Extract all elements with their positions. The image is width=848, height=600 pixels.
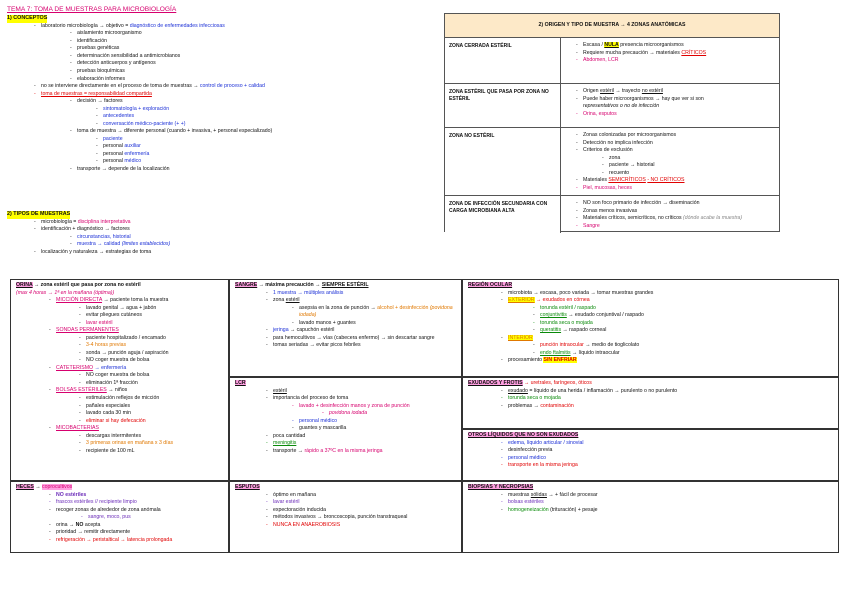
text-line: frascos estériles // recipiente limpio (56, 499, 137, 506)
text-line: orina → (56, 521, 75, 528)
text-line: guantes y mascarilla (299, 425, 347, 432)
text-line: no estéril (641, 88, 663, 94)
text-line: transporte → depende de la localización (77, 165, 170, 172)
text-line: homogeneización (508, 506, 549, 513)
text-line: acepta (84, 521, 101, 528)
subsection-label: MICOBACTERIAS (56, 425, 99, 432)
table-row: ZONA DE INFECCIÓN SECUNDARIA CON CARGA MICROBIANA ALTA - NO son foco primario de infección → diseminación - Zonas menos invasivas - Materiales críticos, semicríticos, no críticos (dónde acabe la muestra) - Sangre (445, 196, 779, 233)
text-line: recuento (609, 169, 630, 176)
highlight-text: disciplina interpretativa (77, 218, 131, 225)
text-line: Escasa / (583, 42, 603, 48)
text-line: estéril (273, 387, 287, 394)
text-line: → exudado conjuntival / raspado (568, 312, 644, 319)
text-line: transporte en la misma jeringa (508, 462, 578, 469)
box-heading: → máxima precaución → (258, 282, 321, 288)
highlight-text: médico (124, 158, 142, 165)
text-line: → niños (108, 387, 128, 394)
text-line: sólidas (530, 491, 547, 498)
text-line: descargas intermitentes (86, 432, 142, 439)
highlight-text: rápido a 37ºC en la misma jeringa (304, 447, 383, 454)
text-line: (trituración) + pesaje (550, 506, 598, 513)
text-line: laboratorio microbiología → objetivo = (41, 22, 129, 29)
text-line: sintomatología + exploración (103, 105, 170, 112)
text-line: eliminación 1ª fracción (86, 379, 138, 386)
text-line: lavar estéril (86, 319, 113, 326)
text-line: → líquido intraocular (572, 349, 620, 356)
text-line: personal (103, 150, 123, 157)
text-line: meningitis (273, 440, 297, 447)
text-line: paciente (103, 135, 123, 142)
text-line: lavado genital → agua + jabón (86, 304, 157, 311)
text-line: personal médico (299, 417, 338, 424)
text-line: → capuchón estéril (290, 327, 335, 334)
section-heading: 2) TIPOS DE MUESTRAS (7, 211, 71, 217)
text-line: Origen (583, 88, 599, 94)
subsection-label: INTERIOR (508, 334, 533, 341)
subsection-label: CATETERISMO (56, 364, 94, 371)
page-title: TEMA 7: TOMA DE MUESTRAS PARA MICROBIOLOGÍA (7, 6, 177, 13)
text-line: bolsas estériles (508, 499, 544, 506)
text-line: Materiales críticos, semicríticos, no críticos (583, 215, 682, 222)
text-line: estéril (285, 297, 300, 304)
highlight-text: diagnóstico de enfermedades infecciosas (129, 22, 225, 29)
note-text: (povidona iodada) (299, 304, 453, 319)
note-text: (limites establecidos) (121, 241, 171, 248)
text-line: torunda estéril / raspado (540, 304, 596, 311)
note-text: (dónde acabe la muestra) (683, 215, 743, 222)
text-line: para hemocultivos → vías (cabecera enfermo) → sin descartar sangre (273, 334, 435, 341)
row-heading: ZONA ESTÉRIL QUE PASA POR ZONA NO ESTÉRIL (445, 84, 561, 127)
zones-table (444, 13, 780, 232)
text-line: conversación médico-paciente (+ +) (103, 120, 186, 127)
text-line: paciente → historial (609, 162, 655, 169)
text-line: aislamiento microorganismo (77, 30, 142, 37)
text-line: toma de muestras = responsabilidad compartida (41, 90, 152, 97)
text-line: Zonas colonizadas por microorganismos (583, 132, 677, 138)
text-line: muestra → (77, 241, 103, 248)
text-line: muestras (508, 491, 530, 498)
box-heading: REGIÓN OCULAR (468, 282, 513, 288)
text-line: lavado cada 30 min (86, 410, 131, 417)
subsection-label: MICCIÓN DIRECTA (56, 297, 103, 304)
text-line: recipiente de 100 mL (86, 447, 135, 454)
highlight-text: SIN ENFRIAR (543, 357, 577, 364)
text-line: personal (103, 158, 123, 165)
text-line: torunda seca o mojada (508, 395, 561, 402)
text-line: NO coger muestra de bolsa (86, 372, 150, 379)
box-otros-liquidos: OTROS LÍQUIDOS QUE NO SON EXUDADOS - edema, líquido articular / sinovial - desinfección previa - personal médico - transporte en la misma jeringa (462, 429, 839, 481)
box-heading: HECES (16, 484, 34, 490)
table-row: ZONA CERRADA ESTÉRIL - Escasa / NULA presencia microorganismos - Requiere mucha precaución → materiales CRÍTICOS - Abdomen, LCR (445, 38, 779, 84)
text-line: lavado + desinfección manos y zona de punción (299, 402, 410, 409)
row-heading: ZONA CERRADA ESTÉRIL (445, 38, 561, 83)
text-line: poca cantidad (273, 432, 306, 439)
row-heading: ZONA NO ESTÉRIL (445, 128, 561, 195)
text-line: NUNCA EN ANAEROBIOSIS (273, 521, 341, 528)
text-line: personal médico (508, 454, 547, 461)
text-line: jeringa (273, 327, 289, 334)
row-heading: ZONA DE INFECCIÓN SECUNDARIA CON CARGA MICROBIANA ALTA (445, 196, 561, 233)
text-line: paciente hospitalizado / encamado (86, 334, 166, 341)
text-line: NO coger muestra de bolsa (86, 357, 150, 364)
highlight-text: alcohol + desinfección (377, 304, 429, 311)
text-line: localización y naturaleza → estrategias de toma (41, 248, 152, 255)
example-text: Piel, mucosas, heces (583, 184, 633, 191)
text-line: edema, líquido articular / sinovial (508, 439, 584, 446)
text-line: Materiales (583, 177, 607, 184)
highlight-text: NULA (604, 42, 619, 48)
text-line: recoger zonas de alrededor de zona anómala (56, 506, 161, 513)
box-heading: BIOPSIAS Y NECROPSIAS (468, 484, 534, 490)
text-line: Zonas menos invasivas (583, 207, 638, 214)
highlight-text: CRÍTICOS (681, 49, 707, 56)
text-line: → enfermería (94, 364, 127, 371)
example-text: Orina, esputos (583, 110, 617, 117)
text-line: identificación (77, 37, 107, 44)
text-line: → + fácil de procesar (548, 491, 598, 498)
table-row: ZONA ESTÉRIL QUE PASA POR ZONA NO ESTÉRIL - Origen estéril → trayecto no estéril - Puede haber microorganismos → hay que ver si son representativos o no de infección - Orina, esputos (445, 84, 779, 128)
example-text: Abdomen, LCR (583, 57, 619, 64)
highlight-text: auxiliar (124, 143, 141, 150)
highlight-text: SEMICRÍTICOS (608, 177, 646, 184)
text-line: queratitis (540, 327, 562, 334)
text-line: NO (75, 521, 84, 528)
text-line: eliminar si hay defecación (86, 417, 146, 424)
box-heading: LCR (235, 380, 246, 386)
box-orina: ORINA → zona estéril que pasa por zona no estéril (max 4 horas → 1ª en la mañana (óptima)) - MICCIÓN DIRECTA → paciente toma la muestra - lavado genital → agua + jabón - evitar pliegues cutáneos - lavar estéril - SONDAS PERMANENTES - paciente hospitalizado / encamado - 3-4 horas previas - sonda → punción aguja / aspiración - NO coger muestra de bolsa - CATETERISMO → enfermería - NO coger muestra de bolsa - eliminación 1ª fracción - BOLSAS ESTÉRILES → niños - estimulación reflejos de micción - pañales especiales - lavado cada 30 min - eliminar si hay defecación - MICOBACTERIAS - descargas intermitentes - 3 primeras orinas en mañana x 3 días - recipiente de 100 mL (10, 279, 229, 481)
text-line: personal (103, 143, 123, 150)
subsection-label: SONDAS PERMANENTES (56, 327, 119, 334)
text-line: pañales especiales (86, 402, 131, 409)
text-line: microbiota → escasa, poco variada → tomar muestras grandes (508, 289, 654, 296)
text-line: problemas → (508, 402, 539, 409)
text-line: conjuntivitis (540, 312, 567, 319)
text-line: endo ftalmitis (540, 349, 571, 356)
text-line: Requiere mucha precaución → materiales (583, 49, 680, 56)
highlight-text: - NO CRÍTICOS (647, 177, 685, 184)
text-line: detección anticuerpos y antígenos (77, 60, 156, 67)
text-line: pruebas genéticas (77, 45, 120, 52)
box-heading: SIEMPRE ESTÉRIL (321, 282, 369, 288)
highlight-text: enfermería (124, 150, 150, 157)
box-heading: coprocultivos (41, 484, 73, 490)
box-heading: → (35, 484, 41, 490)
text-line: microbiología = (41, 218, 77, 225)
box-heces: HECES → coprocultivos - NO estériles - frascos estériles // recipiente limpio - recoger zonas de alrededor de zona anómala - sangre, moco, pus - orina → NO acepta - prioridad → remitir directamente - refrigeración → peristaltical → latencia prolongada (10, 481, 229, 553)
text-line: Detección no implica infección (583, 139, 653, 146)
text-line: presencia microorganismos (620, 42, 684, 48)
text-line: identificación + diagnóstico → factores (41, 226, 130, 233)
table-row: ZONA NO ESTÉRIL - Zonas colonizadas por microorganismos - Detección no implica infección - Criterios de exclusión - zona - paciente → historial - recuento - Materiales SEMICRÍTICOS - NO CRÍTICOS - Piel, mucosas, heces (445, 128, 779, 196)
box-heading: ORINA (16, 282, 33, 288)
text-line: lavar estéril (273, 499, 300, 506)
box-biopsias: BIOPSIAS Y NECROPSIAS - muestras sólidas → + fácil de procesar - bolsas estériles - homogeneización (trituración) + pesaje (462, 481, 839, 553)
box-lcr: LCR - estéril - importancia del proceso de toma - lavado + desinfección manos y zona de punción - povidona iodada - personal médico - guantes y mascarilla - poca cantidad - meningitis - transporte → rápido a 37ºC en la misma jeringa (229, 377, 462, 481)
text-line: estimulación reflejos de micción (86, 394, 160, 401)
text-line: 3 primeras orinas en mañana x 3 días (86, 440, 174, 447)
note-text: povidona iodada (329, 410, 368, 417)
box-heading: SANGRE (235, 282, 258, 288)
text-line: exudado (508, 387, 528, 394)
text-line: 1 muestra → múltiples análisis (273, 289, 344, 296)
box-heading: → zona estéril que pasa por zona no estéril (33, 282, 141, 288)
box-heading: ESPUTOS (235, 484, 260, 490)
note-text: (max 4 horas → 1ª en la mañana (óptima)) (16, 289, 115, 296)
box-sangre: SANGRE → máxima precaución → SIEMPRE ESTÉRIL - 1 muestra → múltiples análisis - zona estéril - asepsia en la zona de punción → alcohol + desinfección (povidona iodada) - lavado manos + guantes - jeringa → capuchón estéril - para hemocultivos → vías (cabecera enfermo) → sin descartar sangre - tomas seriadas → evitar picos febriles (229, 279, 462, 377)
text-line: evitar pliegues cutáneos (86, 312, 142, 319)
text-line: no se interviene directamente en el proceso de toma de muestras → (41, 83, 199, 90)
text-line: torunda seca o mojada (540, 319, 593, 326)
text-line: importancia del proceso de toma (273, 395, 349, 402)
text-line: Criterios de exclusión (583, 147, 633, 154)
section-conceptos: 1) CONCEPTOS - laboratorio microbiología → objetivo = diagnóstico de enfermedades infecciosas - aislamiento microorganismo - identificación - pruebas genéticas - determinación sensibilidad a antimicrobianos - detección anticuerpos y antígenos - pruebas bioquímicas - elaboración informes - no se interviene directamente en el proceso de toma de muestras → control de proceso + calidad - toma de muestras = responsabilidad compartida - decisión → factores - sintomatología + exploración - antecedentes - conversación médico-paciente (+ +) - toma de muestra → diferente personal (cuando + invasiva, + personal especializado) - paciente - personal auxiliar - personal enfermería - personal médico - transporte → depende de la localización (7, 15, 273, 172)
text-line: toma de muestra → diferente personal (cuando + invasiva, + personal especializado) (77, 128, 273, 135)
highlight-text: calidad (103, 241, 121, 248)
highlight-text: contaminación (540, 402, 574, 409)
text-line: → medio de tioglicolato (585, 342, 640, 349)
text-line: circunstancias, historial (77, 233, 131, 240)
box-esputos: ESPUTOS - óptimo en mañana - lavar estéril - expectoración inducida - métodos invasivos → broncoscopia, punción transtraqueal - NUNCA EN ANAEROBIOSIS (229, 481, 462, 553)
text-line: asepsia en la zona de punción → (299, 304, 376, 311)
example-text: Sangre (583, 222, 600, 229)
text-line: → exudados en córnea (535, 297, 590, 304)
box-ocular: REGIÓN OCULAR - microbiota → escasa, poco variada → tomar muestras grandes - EXTERIOR → exudados en córnea - torunda estéril / raspado - conjuntivitis → exudado conjuntival / raspado - torunda seca o mojada - queratitis → raspado corneal - INTERIOR - punción intraocular → medio de tioglicolato - endo ftalmitis → líquido intraocular - procesamiento SIN ENFRIAR (462, 279, 839, 377)
text-line: métodos invasivos → broncoscopia, punción transtraqueal (273, 514, 408, 521)
text-line: óptimo en mañana (273, 491, 316, 498)
text-line: refrigeración → peristaltical → latencia prolongada (56, 536, 173, 543)
text-line: Puede haber microorganismos → hay que ver si son (583, 95, 704, 102)
text-line: sonda → punción aguja / aspiración (86, 349, 169, 356)
text-line: decisión → factores (77, 98, 123, 105)
text-line: → trayecto (615, 88, 641, 94)
text-line: elaboración informes (77, 75, 126, 82)
text-line: pruebas bioquímicas (77, 68, 125, 75)
text-line: antecedentes (103, 113, 135, 120)
text-line: representativos o no de infección (583, 103, 660, 110)
text-line: estéril (600, 88, 614, 94)
text-line: → paciente toma la muestra (103, 297, 169, 304)
text-line: transporte → (273, 447, 303, 454)
box-heading: → uretrales, faríngeos, óticos (524, 380, 592, 386)
text-line: 3-4 horas previas (86, 342, 127, 349)
text-line: = líquido de una herida / inflamación → purulento o no purulento (529, 387, 678, 394)
text-line: → raspado corneal (562, 327, 607, 334)
box-heading: OTROS LÍQUIDOS QUE NO SON EXUDADOS (468, 432, 579, 438)
box-exudados: EXUDADOS Y FROTIS → uretrales, faríngeos, óticos - exudado = líquido de una herida / inflamación → purulento o no purulento - torunda seca o mojada - problemas → contaminación (462, 377, 839, 429)
text-line: expectoración inducida (273, 506, 327, 513)
subsection-label: EXTERIOR (508, 297, 535, 304)
text-line: desinfección previa (508, 447, 553, 454)
text-line: prioridad → remitir directamente (56, 529, 131, 536)
table-header: 2) ORIGEN Y TIPO DE MUESTRA → 4 ZONAS ANATÓMICAS (445, 14, 779, 38)
section-tipos: 2) TIPOS DE MUESTRAS - microbiología = disciplina interpretativa - identificación + diagnóstico → factores - circunstancias, historial - muestra → calidad (limites establecidos) - localización y naturaleza → estrategias de toma (7, 211, 171, 255)
text-line: NO son foco primario de infección → diseminación (583, 200, 700, 206)
text-line: procesamiento (508, 357, 543, 364)
section-heading: 1) CONCEPTOS (7, 15, 48, 21)
text-line: zona (273, 297, 285, 304)
subsection-label: BOLSAS ESTÉRILES (56, 387, 107, 394)
text-line: lavado manos + guantes (299, 319, 356, 326)
box-heading: EXUDADOS Y FROTIS (468, 380, 523, 386)
text-line: determinación sensibilidad a antimicrobianos (77, 52, 181, 59)
text-line: NO estériles (56, 491, 87, 498)
highlight-text: control de proceso + calidad (199, 83, 265, 90)
text-line: punción intraocular (540, 342, 584, 349)
text-line: sangre, moco, pus (88, 514, 131, 521)
text-line: tomas seriadas → evitar picos febriles (273, 342, 361, 349)
text-line: zona (609, 154, 621, 161)
